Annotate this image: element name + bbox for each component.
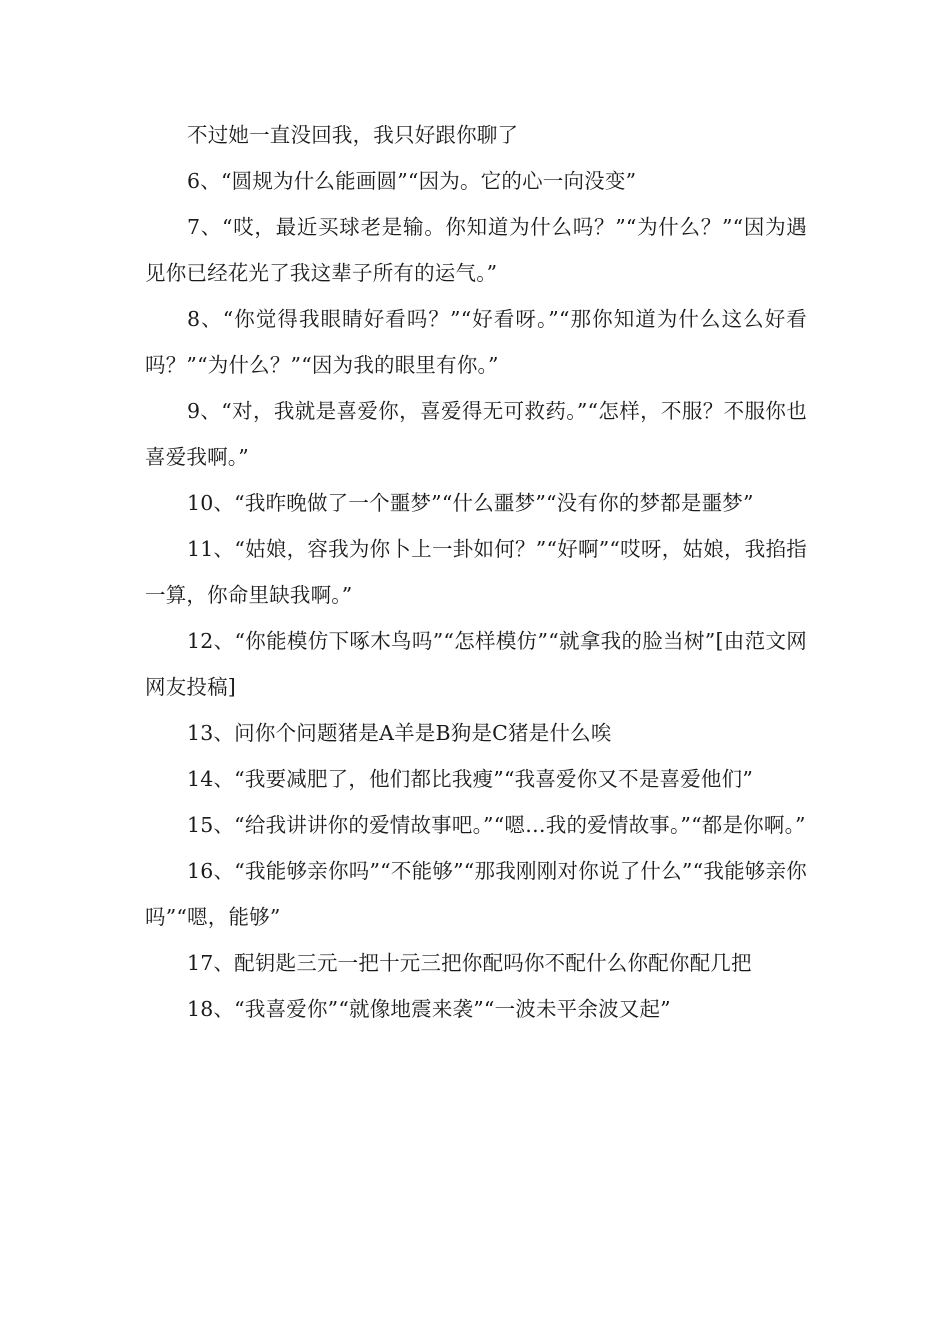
document-body: [145, 112, 807, 1032]
paragraph-item-17: 17、配钥匙三元一把十元三把你配吗你不配什么你配你配几把: [187, 951, 752, 975]
paragraph-item-15: 15、“给我讲讲你的爱情故事吧。”“嗯…我的爱情故事。”“都是你啊。”: [187, 813, 806, 837]
paragraph-continuation: 不过她一直没回我，我只好跟你聊了: [187, 123, 519, 147]
paragraph-item-6: 6、“圆规为什么能画圆”“因为。它的心一向没变”: [187, 169, 637, 193]
paragraph-item-7: 7、“哎，最近买球老是输。你知道为什么吗？”“为什么？”“因为遇见你已经花光了我这辈子所有的运气。”: [145, 215, 807, 285]
paragraph-item-9: 9、“对，我就是喜爱你，喜爱得无可救药。”“怎样，不服？不服你也喜爱我啊。”: [145, 399, 807, 469]
paragraph-item-10: 10、“我昨晚做了一个噩梦”“什么噩梦”“没有你的梦都是噩梦”: [187, 491, 754, 515]
paragraph-item-8: 8、“你觉得我眼睛好看吗？”“好看呀。”“那你知道为什么这么好看吗？”“为什么？”“因为我的眼里有你。”: [145, 307, 807, 377]
paragraph-item-18: 18、“我喜爱你”“就像地震来袭”“一波未平余波又起”: [187, 997, 671, 1021]
paragraph-item-16: 16、“我能够亲你吗”“不能够”“那我刚刚对你说了什么”“我能够亲你吗”“嗯，能够”: [145, 859, 807, 929]
paragraph-item-12: 12、“你能模仿下啄木鸟吗”“怎样模仿”“就拿我的脸当树”[由范文网网友投稿]: [145, 629, 807, 699]
paragraph-item-13: 13、问你个问题猪是A羊是B狗是C猪是什么唉: [187, 721, 612, 745]
paragraph-item-14: 14、“我要减肥了，他们都比我瘦”“我喜爱你又不是喜爱他们”: [187, 767, 754, 791]
paragraph-item-11: 11、“姑娘，容我为你卜上一卦如何？”“好啊”“哎呀，姑娘，我掐指一算，你命里缺我啊。”: [145, 537, 807, 607]
